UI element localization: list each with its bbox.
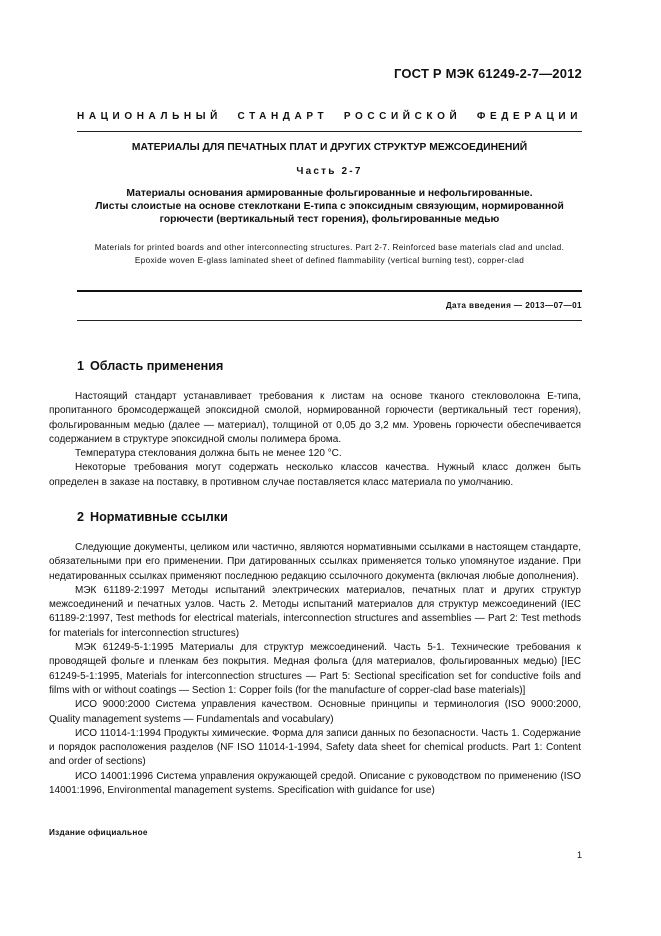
national-word: РОССИЙСКОЙ (343, 111, 462, 122)
national-standard-header (77, 111, 582, 122)
section-title: Нормативные ссылки (90, 510, 228, 524)
reference-item: МЭК 61249-5-1:1995 Материалы для структур межсоединений. Часть 5-1. Технические требования к проводящей фольге и пленкам без покрытия. Медная фольга (для материалов, фольгированных медью) [IEC 61249-5-1:1995, Materials for interconnection structures — Part 5: Sectional specification set for conductive foils and films with or without coatings — Section 1: Copper foils (for the manufacture of copper-clad base materials)] (49, 642, 581, 696)
document-code: ГОСТ Р МЭК 61249-2-7—2012 (393, 66, 582, 81)
document-part: Часть 2-7 (296, 166, 363, 177)
section-2-heading (77, 510, 228, 524)
date-divider (77, 320, 582, 321)
subtitle-line: Листы слоистые на основе стеклоткани Е-типа с эпоксидным связующим, нормированной (95, 201, 564, 212)
section-number: 2 (77, 510, 85, 524)
section-number: 1 (77, 359, 85, 373)
document-title: МАТЕРИАЛЫ ДЛЯ ПЕЧАТНЫХ ПЛАТ И ДРУГИХ СТРУКТУР МЕЖСОЕДИНЕНИЙ (131, 142, 528, 153)
introduction-date: Дата введения — 2013—07—01 (445, 301, 582, 310)
paragraph: Настоящий стандарт устанавливает требования к листам на основе тканого стекловолокна Е-типа, пропитанного бромсодержащей эпоксидной смолой, нормированной горючести (вертикальный тест горения), фольгированным медью (далее — материал), толщиной от 0,05 до 3,2 мм. Уровень горючести обеспечивается содержанием в структуре эпоксидной смолы полимера брома. (49, 391, 581, 445)
reference-item: ИСО 11014-1:1994 Продукты химические. Форма для записи данных по безопасности. Часть 1. Содержание и порядок расположения разделов (NF ISO 11014-1-1994, Safety data sheet for chemical products. Part 1: Content and order of sections) (49, 727, 581, 768)
reference-item: МЭК 61189-2:1997 Методы испытаний электрических материалов, печатных плат и других структур межсоединений и печатных узлов. Часть 2. Методы испытаний материалов для структур межсоединений (IEC 61189-2:1997, Test methods for electrical materials, interconnection structures and assemblies — Part 2: Test methods for materials for interconnection structures) (49, 584, 581, 639)
national-word: СТАНДАРТ (237, 111, 329, 122)
document-subtitle (77, 187, 582, 226)
page-number: 1 (576, 850, 582, 860)
official-edition-label: Издание официальное (49, 828, 148, 837)
reference-item: ИСО 14001:1996 Система управления окружающей средой. Описание с руководством по применению (ISO 14001:1996, Environmental management systems. Specification with guidance for use) (49, 770, 581, 797)
section-title: Область применения (90, 359, 224, 373)
header-divider (77, 131, 582, 132)
paragraph: Следующие документы, целиком или частично, являются нормативными ссылками в настоящем стандарте, обязательными при его применении. При датированных ссылках применяется только упомянутое издание. При недатированных ссылках применяют последнюю редакцию ссылочного документа (включая любые дополнения). (49, 542, 581, 582)
section-2-body (49, 541, 581, 798)
title-divider (77, 290, 582, 292)
english-title-line: Epoxide woven E-glass laminated sheet of defined flammability (vertical burning test), copper-clad (134, 256, 525, 265)
subtitle-line: Материалы основания армированные фольгированные и нефольгированные. (126, 188, 533, 199)
national-word: НАЦИОНАЛЬНЫЙ (77, 111, 222, 122)
paragraph: Температура стеклования должна быть не менее 120 °С. (75, 448, 342, 460)
english-title-line: Materials for printed boards and other interconnecting structures. Part 2-7. Reinforced base materials clad and unclad. (94, 243, 565, 252)
english-title (77, 241, 582, 267)
section-1-body (49, 390, 581, 490)
paragraph: Некоторые требования могут содержать несколько классов качества. Нужный класс должен быть определен в заказе на поставку, в противном случае поставляется класс материала по умолчанию. (49, 462, 581, 488)
section-1-heading (77, 359, 223, 373)
national-word: ФЕДЕРАЦИИ (476, 111, 582, 122)
subtitle-line: горючести (вертикальный тест горения), фольгированные медью (159, 214, 500, 225)
reference-item: ИСО 9000:2000 Система управления качеством. Основные принципы и терминология (ISO 9000:2000, Quality management systems — Fundamentals and vocabulary) (49, 699, 581, 725)
